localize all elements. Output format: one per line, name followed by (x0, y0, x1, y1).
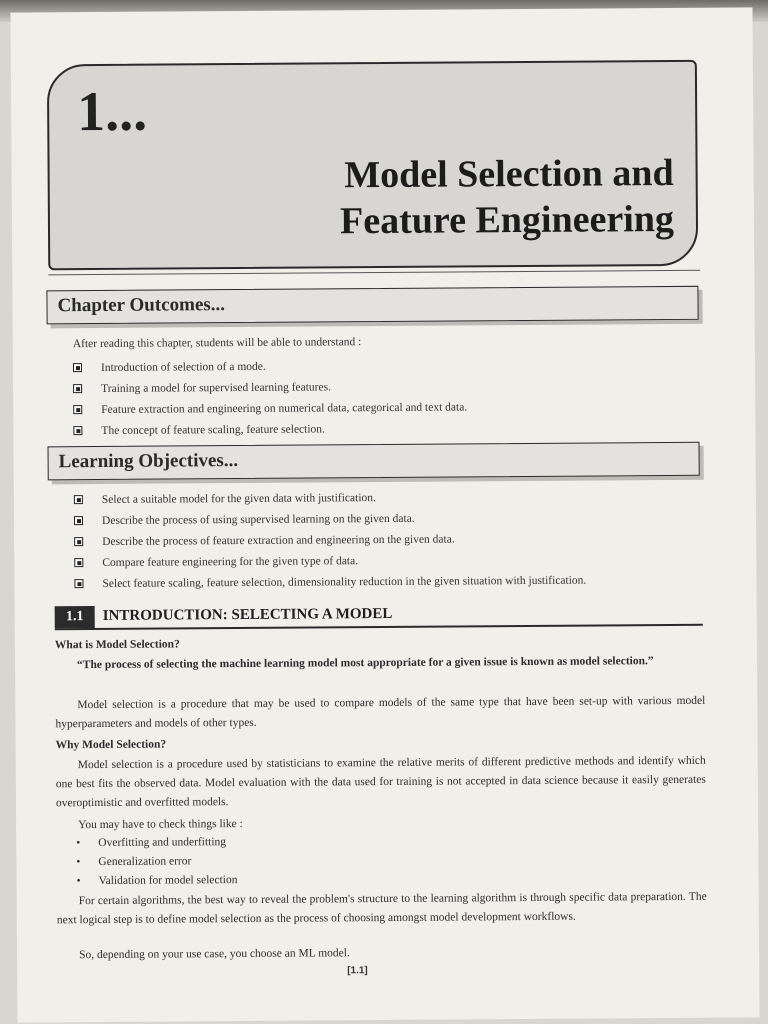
checkbox-bullet-icon (73, 363, 82, 372)
section-number: 1.1 (55, 606, 95, 628)
list-item: • Overfitting and underfitting (76, 833, 237, 853)
definition-quote: “The process of selecting the machine learning model most appropriate for a given issue is known as model selection.” (76, 655, 654, 672)
list-item: Compare feature engineering for the given type of data. (74, 552, 586, 577)
section-title: INTRODUCTION: SELECTING A MODEL (102, 605, 393, 624)
list-item: • Generalization error (76, 852, 237, 872)
chapter-number: 1... (76, 80, 148, 144)
paragraph-2: Model selection is a procedure used by statisticians to examine the relative merits of different predictive methods and identify which one best fits the observed data. Model evaluation with the data used for training is not accepted in data science because it easily generates overoptimistic and overfitted models. (55, 754, 706, 810)
list-item: Training a model for supervised learning features. (73, 378, 467, 402)
learning-objectives-heading: Learning Objectives... (58, 450, 239, 473)
question-what-is-model-selection: What is Model Selection? (54, 638, 180, 652)
chapter-outcomes-banner (46, 286, 698, 325)
chapter-header-box (47, 60, 698, 271)
paragraph-4: For certain algorithms, the best way to reveal the problem's structure to the learning algorithm is through specific data preparation. The next logical step is to define model selection as the process of choosing amongst model development workflows. (56, 890, 707, 927)
checkbox-bullet-icon (73, 426, 82, 435)
checkbox-bullet-icon (74, 495, 83, 504)
paragraph-3: You may have to check things like : (78, 818, 243, 832)
list-item: Describe the process of using supervised learning on the given data. (74, 510, 586, 535)
list-item: Describe the process of feature extraction and engineering on the given data. (74, 531, 586, 556)
list-item: Introduction of selection of a mode. (73, 357, 467, 381)
checkbox-bullet-icon (73, 405, 82, 414)
list-item: Select feature scaling, feature selection, dimensionality reduction in the given situation with justification. (74, 573, 586, 598)
chapter-outcomes-heading: Chapter Outcomes... (57, 294, 226, 317)
outcomes-intro: After reading this chapter, students will be able to understand : (72, 336, 362, 351)
divider (48, 270, 700, 276)
question-why-model-selection: Why Model Selection? (55, 738, 167, 752)
checkbox-bullet-icon (74, 579, 83, 588)
book-page (10, 7, 759, 1022)
checkbox-bullet-icon (74, 537, 83, 546)
list-item: • Validation for model selection (76, 871, 237, 891)
chapter-title-line-2: Feature Engineering (339, 197, 675, 243)
page-number: [1.1] (347, 965, 368, 977)
learning-objectives-banner (48, 442, 700, 481)
objectives-list (74, 489, 587, 598)
chapter-title (340, 150, 675, 244)
chapter-title-line-1: Model Selection and (344, 151, 674, 197)
paragraph-1: Model selection is a procedure that may be used to compare models of the same type that have been set-up with various model hyperparameters and models of other types. (55, 694, 706, 731)
checkbox-bullet-icon (73, 384, 82, 393)
list-item: Feature extraction and engineering on numerical data, categorical and text data. (73, 399, 467, 423)
list-item: The concept of feature scaling, feature selection. (73, 420, 467, 444)
section-heading (55, 602, 703, 631)
checkbox-bullet-icon (74, 516, 83, 525)
list-item: Select a suitable model for the given data with justification. (74, 489, 586, 514)
check-list (76, 833, 237, 891)
paragraph-5: So, depending on your use case, you choose an ML model. (79, 947, 350, 962)
outcomes-list (73, 357, 467, 444)
section-underline (55, 624, 703, 631)
checkbox-bullet-icon (74, 558, 83, 567)
